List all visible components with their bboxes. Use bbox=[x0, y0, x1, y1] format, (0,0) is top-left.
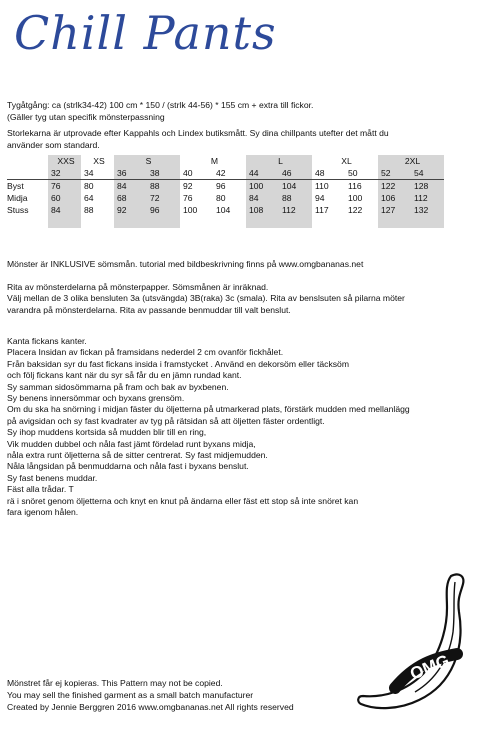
table-cell: 88 bbox=[147, 180, 180, 193]
size-number: 34 bbox=[81, 167, 114, 180]
footer-line: Mönstret får ej kopieras. This Pattern may not be copied. bbox=[7, 678, 223, 688]
table-cell: 88 bbox=[84, 205, 94, 215]
size-header-m: M bbox=[210, 156, 219, 166]
step-line: fara igenom hålen. bbox=[7, 507, 79, 518]
step-line: Sy samman sidosömmarna på fram och bak av byxbenen. bbox=[7, 381, 229, 392]
size-number: 36 bbox=[114, 167, 147, 180]
size-number: 40 bbox=[180, 167, 213, 180]
step-line: rä i snöret genom öljetterna och knyt en knut på ändarna eller fäst ett stop så inte snöret kan bbox=[7, 495, 359, 506]
table-cell: 108 bbox=[246, 204, 279, 216]
table-tail-cell bbox=[48, 216, 81, 228]
table-cell: 94 bbox=[315, 193, 325, 203]
table-cell: 84 bbox=[246, 192, 279, 204]
table-cell: 122 bbox=[348, 205, 363, 215]
step-line: Fäst alla trådar. T bbox=[7, 484, 74, 495]
row-label-byst: Byst bbox=[7, 181, 24, 191]
table-cell: 84 bbox=[48, 204, 81, 216]
step-line: Sy ihop muddens kortsida så mudden blir till en ring, bbox=[7, 427, 207, 438]
table-cell: 100 bbox=[183, 205, 198, 215]
table-cell: 68 bbox=[114, 192, 147, 204]
table-cell: 92 bbox=[183, 181, 193, 191]
seam-allowance-note: Mönster är INKLUSIVE sömsmån. tutorial med bildbeskrivning finns på www.omgbananas.net bbox=[7, 259, 364, 269]
table-tail-cell bbox=[246, 216, 279, 228]
size-header-l: L bbox=[246, 155, 312, 167]
size-number: 52 bbox=[378, 167, 411, 180]
banana-outline bbox=[358, 574, 463, 708]
table-cell: 104 bbox=[279, 180, 312, 193]
table-tail-cell bbox=[213, 216, 246, 228]
table-cell: 96 bbox=[216, 181, 226, 191]
size-number-row bbox=[7, 167, 444, 180]
size-table bbox=[7, 155, 444, 228]
table-cell: 117 bbox=[315, 205, 329, 215]
table-cell: 110 bbox=[315, 181, 329, 191]
table-cell: 64 bbox=[84, 193, 94, 203]
table-tail-cell bbox=[81, 216, 114, 228]
table-cell: 84 bbox=[114, 180, 147, 193]
footer bbox=[7, 677, 294, 713]
table-cell: 72 bbox=[147, 192, 180, 204]
footer-line: Created by Jennie Berggren 2016 www.omgbananas.net All rights reserved bbox=[7, 702, 294, 712]
size-header-xl: XL bbox=[341, 156, 352, 166]
intro-line: Välj mellan de 3 olika bensluten 3a (utsvängda) 3B(raka) 3c (smala). Rita av benslsuten så pilarna möter bbox=[7, 293, 405, 304]
table-cell: 128 bbox=[411, 180, 444, 193]
size-number: 50 bbox=[345, 167, 378, 180]
step-line: Sy fast benens muddar. bbox=[7, 472, 98, 483]
table-cell: 80 bbox=[216, 193, 226, 203]
table-cell: 122 bbox=[378, 180, 411, 193]
intro-block bbox=[7, 282, 405, 316]
step-line: Nåla långsidan på benmuddarna och nåla fast i byxans benslut. bbox=[7, 461, 249, 472]
step-line: nåla extra runt öljetterna så de sitter centrerat. Sy fast midjemudden. bbox=[7, 450, 268, 461]
table-cell: 92 bbox=[114, 204, 147, 216]
table-cell: 112 bbox=[411, 192, 444, 204]
table-cell: 96 bbox=[147, 204, 180, 216]
size-number: 54 bbox=[411, 167, 444, 180]
row-label-midja: Midja bbox=[7, 193, 28, 203]
step-line: Från baksidan syr du fast fickans insida i framstycket . Använd en dekorsöm eller täcksöm bbox=[7, 358, 349, 369]
table-shade-tail bbox=[7, 216, 444, 228]
fabric-line-4: använder som standard. bbox=[7, 140, 100, 150]
size-header-s: S bbox=[114, 155, 180, 167]
row-label-stuss: Stuss bbox=[7, 205, 29, 215]
table-tail-cell bbox=[180, 216, 213, 228]
table-tail-cell bbox=[378, 216, 411, 228]
step-line: Sy benens innersömmar och byxans grensöm. bbox=[7, 393, 185, 404]
table-row-stuss bbox=[7, 204, 444, 216]
table-cell: 100 bbox=[348, 193, 363, 203]
table-cell: 127 bbox=[378, 204, 411, 216]
size-header-xs: XS bbox=[93, 156, 105, 166]
fabric-line-3: Storlekarna är utprovade efter Kappahls och Lindex butiksmått. Sy dina chillpants utefter det mått du bbox=[7, 128, 389, 138]
size-number: 42 bbox=[213, 167, 246, 180]
table-cell: 76 bbox=[183, 193, 193, 203]
size-number: 48 bbox=[312, 167, 345, 180]
table-tail-cell bbox=[7, 216, 48, 228]
page-title: Chill Pants bbox=[14, 6, 277, 60]
table-tail-cell bbox=[147, 216, 180, 228]
table-tail-cell bbox=[411, 216, 444, 228]
size-number: 44 bbox=[246, 167, 279, 180]
table-cell: 104 bbox=[216, 205, 231, 215]
intro-line: Rita av mönsterdelarna på mönsterpapper. Sömsmånen är inräknad. bbox=[7, 282, 269, 292]
size-number-corner bbox=[7, 167, 48, 180]
size-header-row bbox=[7, 155, 444, 167]
table-tail-cell bbox=[312, 216, 345, 228]
step-line: Placera Insidan av fickan på framsidans nederdel 2 cm ovanför fickhålet. bbox=[7, 347, 284, 358]
table-cell: 76 bbox=[48, 180, 81, 193]
table-cell: 88 bbox=[279, 192, 312, 204]
step-line: Vik mudden dubbel och nåla fast jämt fördelad runt byxans midja, bbox=[7, 438, 256, 449]
table-cell: 60 bbox=[48, 192, 81, 204]
size-number: 38 bbox=[147, 167, 180, 180]
table-cell: 132 bbox=[411, 204, 444, 216]
step-line: Kanta fickans kanter. bbox=[7, 336, 87, 346]
step-line: Om du ska ha snörning i midjan fäster du öljetterna på utmarkerad plats, förstärk mudden med mellanlägg bbox=[7, 404, 410, 415]
size-header-xxs: XXS bbox=[48, 155, 81, 167]
logo-text: OMG bbox=[407, 650, 453, 684]
table-cell: 100 bbox=[246, 180, 279, 193]
footer-line: You may sell the finished garment as a small batch manufacturer bbox=[7, 690, 254, 700]
banana-logo-icon bbox=[355, 568, 483, 718]
table-cell: 116 bbox=[348, 181, 362, 191]
table-tail-cell bbox=[279, 216, 312, 228]
step-line: och följ fickans kant när du syr så får du en jämn rundad kant. bbox=[7, 370, 242, 381]
size-header-2xl: 2XL bbox=[378, 155, 444, 167]
table-tail-cell bbox=[345, 216, 378, 228]
instruction-steps bbox=[7, 336, 410, 519]
size-header-corner bbox=[7, 155, 48, 167]
intro-line: varandra på mönsterdelarna. Rita av passande benmuddar till valt benslut. bbox=[7, 304, 291, 315]
table-tail-cell bbox=[114, 216, 147, 228]
step-line: på avigsidan och sy fast kvadrater av tyg på rätsidan så att öljetten fäster ordentligt. bbox=[7, 415, 325, 426]
fabric-line-1: Tygåtgång: ca (strlk34-42) 100 cm * 150 / (strlk 44-56) * 155 cm + extra till fickor. bbox=[7, 100, 314, 110]
fabric-line-2: (Gäller tyg utan specifik mönsterpassning bbox=[7, 112, 165, 122]
table-cell: 80 bbox=[84, 181, 94, 191]
table-cell: 106 bbox=[378, 192, 411, 204]
size-number: 32 bbox=[48, 167, 81, 180]
table-row-midja bbox=[7, 192, 444, 204]
size-number: 46 bbox=[279, 167, 312, 180]
table-cell: 112 bbox=[279, 204, 312, 216]
table-row-byst bbox=[7, 180, 444, 193]
